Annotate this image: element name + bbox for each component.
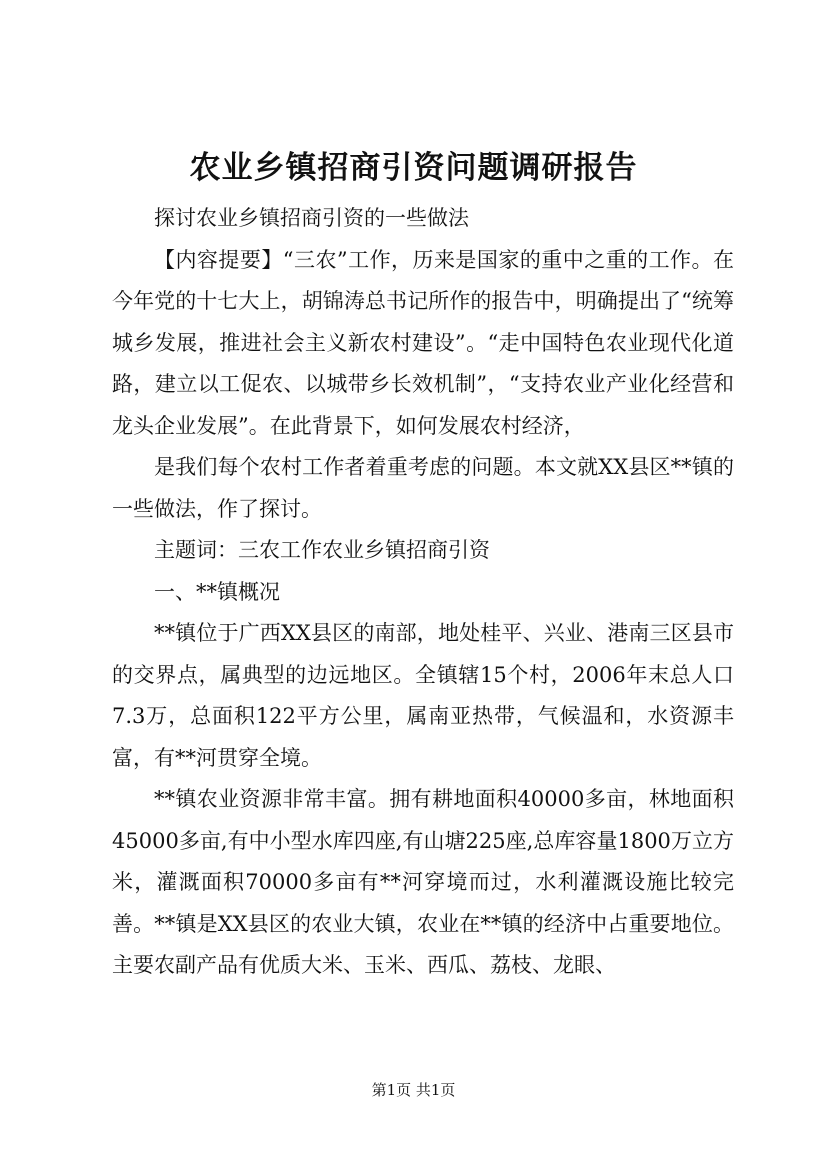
paragraph-keywords: 主题词：三农工作农业乡镇招商引资 <box>154 538 490 562</box>
document-body <box>112 198 734 987</box>
section-heading-overview: 一、**镇概况 <box>154 579 280 604</box>
document-title: 农业乡镇招商引资问题调研报告 <box>189 150 638 186</box>
paragraph-abstract: 【内容提要】“三农”工作，历来是国家的重中之重的工作。在今年党的十七大上，胡锦涛总书记所作的报告中，明确提出了“统筹城乡发展，推进社会主义新农村建设”。“走中国特色农业现代化道路，建立以工促农、以城带乡长效机制”，“支持农业产业化经营和龙头企业发展”。在此背景下，如何发展农村经济， <box>112 247 734 438</box>
paragraph-purpose: 是我们每个农村工作者着重考虑的问题。本文就XX县区**镇的一些做法，作了探讨。 <box>112 455 734 521</box>
page-footer: 第1页 共1页 <box>371 1081 456 1099</box>
paragraph-location: **镇位于广西XX县区的南部，地处桂平、兴业、港南三区县市的交界点，属典型的边远地区。全镇辖15个村，2006年末总人口7.3万，总面积122平方公里，属南亚热带，气候温和，水资源丰富，有**河贯穿全境。 <box>112 621 734 770</box>
paragraph-resources: **镇农业资源非常丰富。拥有耕地面积40000多亩，林地面积45000多亩,有中小型水库四座,有山塘225座,总库容量1800万立方米，灌溉面积70000多亩有**河穿境而过，水利灌溉设施比较完善。**镇是XX县区的农业大镇，农业在**镇的经济中占重要地位。主要农副产品有优质大米、玉米、西瓜、荔枝、龙眼、 <box>112 787 734 977</box>
paragraph-subtitle: 探讨农业乡镇招商引资的一些做法 <box>154 206 469 230</box>
